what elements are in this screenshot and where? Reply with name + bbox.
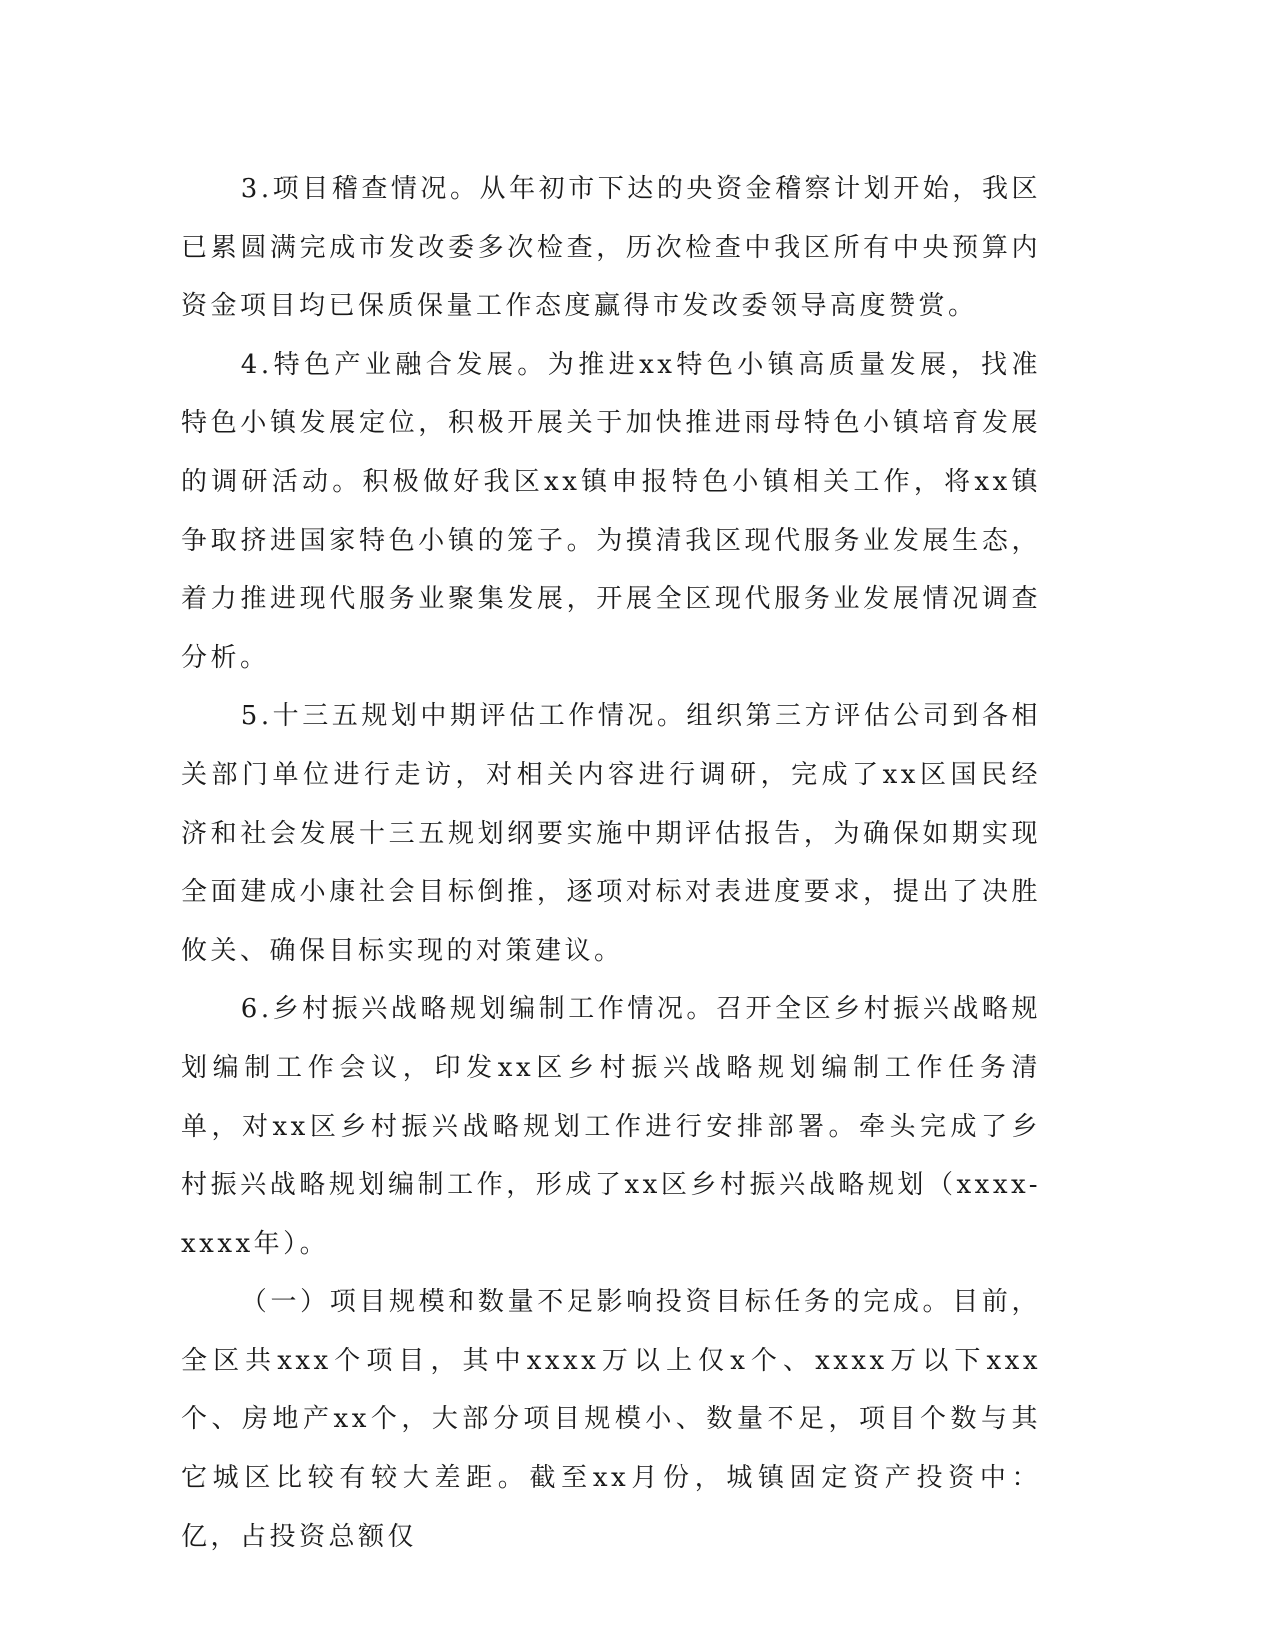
- document-body: [181, 160, 1041, 1566]
- paragraph-featured-industry: 4.特色产业融合发展。为推进xx特色小镇高质量发展，找准特色小镇发展定位，积极开展关于加快推进雨母特色小镇培育发展的调研活动。积极做好我区xx镇申报特色小镇相关工作，将xx镇争取挤进国家特色小镇的笼子。为摸清我区现代服务业发展生态，着力推进现代服务业聚集发展，开展全区现代服务业发展情况调查分析。: [181, 349, 1041, 673]
- paragraph-midterm-evaluation: 5.十三五规划中期评估工作情况。组织第三方评估公司到各相关部门单位进行走访，对相关内容进行调研，完成了xx区国民经济和社会发展十三五规划纲要实施中期评估报告，为确保如期实现全面建成小康社会目标倒推，逐项对标对表进度要求，提出了决胜攸关、确保目标实现的对策建议。: [181, 701, 1041, 966]
- paragraph-project-scale-issue: （一）项目规模和数量不足影响投资目标任务的完成。目前，全区共xxx个项目，其中xxxx万以上仅x个、xxxx万以下xxx个、房地产xx个，大部分项目规模小、数量不足，项目个数与其它城区比较有较大差距。截至xx月份，城镇固定资产投资中：亿，占投资总额仅: [181, 1287, 1041, 1552]
- paragraph-project-inspection: 3.项目稽查情况。从年初市下达的央资金稽察计划开始，我区已累圆满完成市发改委多次检查，历次检查中我区所有中央预算内资金项目均已保质保量工作态度赢得市发改委领导高度赞赏。: [181, 174, 1041, 322]
- paragraph-rural-revitalization: 6.乡村振兴战略规划编制工作情况。召开全区乡村振兴战略规划编制工作会议，印发xx区乡村振兴战略规划编制工作任务清单，对xx区乡村振兴战略规划工作进行安排部署。牵头完成了乡村振兴战略规划编制工作，形成了xx区乡村振兴战略规划（xxxx-xxxx年）。: [181, 994, 1041, 1259]
